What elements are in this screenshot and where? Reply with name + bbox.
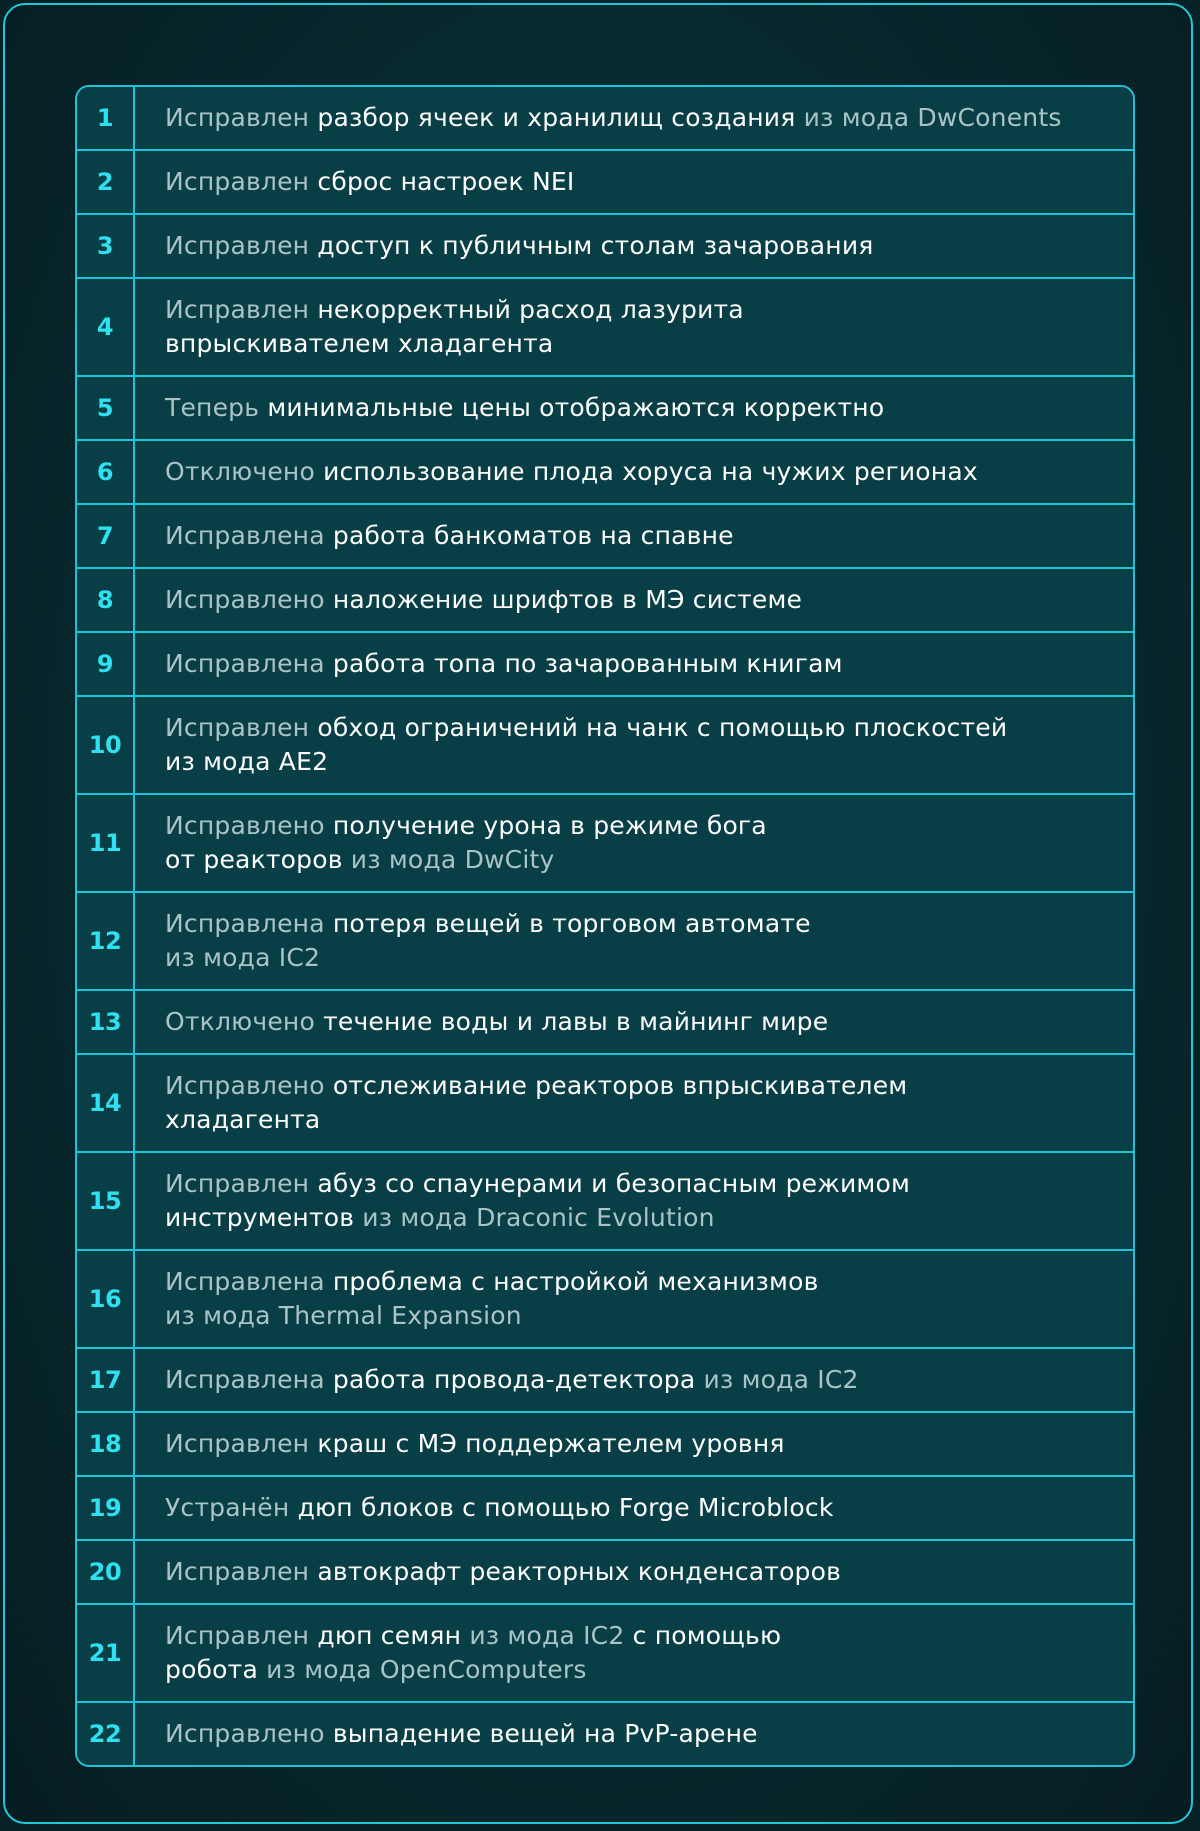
row-text <box>135 1605 1133 1701</box>
row-text <box>135 151 1133 213</box>
row-text-line <box>165 327 1109 361</box>
highlight-text-segment: работа провода-детектора <box>332 1365 696 1394</box>
changelog-row <box>77 1413 1133 1477</box>
muted-text-segment: Отключено <box>165 1007 324 1036</box>
highlight-text-segment: работа топа по зачарованным книгам <box>332 649 843 678</box>
muted-text-segment: Отключено <box>165 457 324 486</box>
row-text <box>135 1413 1133 1475</box>
muted-text-segment: из мода Thermal Expansion <box>165 1301 522 1330</box>
row-number: 20 <box>77 1541 135 1603</box>
row-text-line <box>165 1619 1109 1653</box>
row-text <box>135 1703 1133 1765</box>
muted-text-segment: Исправлена <box>165 521 333 550</box>
muted-text-segment: из мода OpenComputers <box>257 1655 587 1684</box>
muted-text-segment: Исправлена <box>165 909 333 938</box>
changelog-row <box>77 1153 1133 1251</box>
changelog-row <box>77 1541 1133 1605</box>
row-number: 10 <box>77 697 135 793</box>
changelog-row <box>77 569 1133 633</box>
row-text <box>135 1251 1133 1347</box>
highlight-text-segment: с помощью <box>632 1621 782 1650</box>
highlight-text-segment: абуз со спаунерами и безопасным режимом <box>317 1169 911 1198</box>
row-number: 6 <box>77 441 135 503</box>
highlight-text-segment: проблема с настройкой механизмов <box>332 1267 819 1296</box>
row-text-line <box>165 101 1109 135</box>
row-number: 12 <box>77 893 135 989</box>
row-text-line <box>165 647 1109 681</box>
row-text-line <box>165 165 1109 199</box>
highlight-text-segment: некорректный расход лазурита <box>317 295 744 324</box>
row-number: 7 <box>77 505 135 567</box>
row-text <box>135 991 1133 1053</box>
row-text <box>135 633 1133 695</box>
row-text <box>135 795 1133 891</box>
highlight-text-segment: доступ к публичным столам зачарования <box>317 231 874 260</box>
muted-text-segment: Исправлен <box>165 103 318 132</box>
muted-text-segment: Исправлено <box>165 1719 333 1748</box>
changelog-row <box>77 795 1133 893</box>
row-number: 22 <box>77 1703 135 1765</box>
row-text-line <box>165 1427 1109 1461</box>
highlight-text-segment: краш с МЭ поддержателем уровня <box>317 1429 785 1458</box>
page-frame <box>3 3 1193 1824</box>
muted-text-segment: Исправлено <box>165 811 333 840</box>
row-number: 15 <box>77 1153 135 1249</box>
highlight-text-segment: дюп блоков с помощью Forge Microblock <box>297 1493 834 1522</box>
highlight-text-segment: робота <box>165 1655 258 1684</box>
row-text-line <box>165 1005 1109 1039</box>
row-text <box>135 1477 1133 1539</box>
highlight-text-segment: минимальные цены отображаются корректно <box>267 393 885 422</box>
row-text-line <box>165 1555 1109 1589</box>
changelog-row <box>77 441 1133 505</box>
row-text-line <box>165 941 1109 975</box>
row-number: 4 <box>77 279 135 375</box>
highlight-text-segment: автокрафт реакторных конденсаторов <box>317 1557 842 1586</box>
highlight-text-segment: получение урона в режиме бога <box>332 811 767 840</box>
changelog-row <box>77 1055 1133 1153</box>
row-text-line <box>165 229 1109 263</box>
row-text-line <box>165 1491 1109 1525</box>
row-text-line <box>165 907 1109 941</box>
row-text <box>135 279 1133 375</box>
highlight-text-segment: хладагента <box>165 1105 321 1134</box>
highlight-text-segment: выпадение вещей на PvP-арене <box>332 1719 758 1748</box>
highlight-text-segment: от реакторов <box>165 845 343 874</box>
changelog-table <box>75 85 1135 1767</box>
row-number: 13 <box>77 991 135 1053</box>
row-text-line <box>165 391 1109 425</box>
changelog-row <box>77 1251 1133 1349</box>
row-text <box>135 697 1133 793</box>
row-text-line <box>165 1069 1109 1103</box>
row-number: 19 <box>77 1477 135 1539</box>
muted-text-segment: Исправлен <box>165 713 318 742</box>
highlight-text-segment: впрыскивателем хладагента <box>165 329 554 358</box>
row-text-line <box>165 455 1109 489</box>
muted-text-segment: Исправлен <box>165 1621 318 1650</box>
row-number: 21 <box>77 1605 135 1701</box>
changelog-row <box>77 697 1133 795</box>
row-text-line <box>165 1299 1109 1333</box>
row-number: 3 <box>77 215 135 277</box>
highlight-text-segment: отслеживание реакторов впрыскивателем <box>332 1071 908 1100</box>
row-text <box>135 1349 1133 1411</box>
row-text <box>135 87 1133 149</box>
muted-text-segment: Исправлено <box>165 585 333 614</box>
muted-text-segment: из мода Draconic Evolution <box>354 1203 715 1232</box>
row-text-line <box>165 1717 1109 1751</box>
row-number: 9 <box>77 633 135 695</box>
row-text-line <box>165 519 1109 553</box>
muted-text-segment: Исправлена <box>165 649 333 678</box>
changelog-row <box>77 215 1133 279</box>
muted-text-segment: Исправлен <box>165 295 318 324</box>
highlight-text-segment: работа банкоматов на спавне <box>332 521 734 550</box>
changelog-row <box>77 1477 1133 1541</box>
row-number: 16 <box>77 1251 135 1347</box>
highlight-text-segment: дюп семян <box>317 1621 462 1650</box>
row-number: 11 <box>77 795 135 891</box>
muted-text-segment: Исправлен <box>165 1429 318 1458</box>
highlight-text-segment: сброс настроек NEI <box>317 167 575 196</box>
muted-text-segment: из мода IC2 <box>695 1365 859 1394</box>
row-text-line <box>165 1363 1109 1397</box>
row-text <box>135 1153 1133 1249</box>
muted-text-segment: Исправлен <box>165 231 318 260</box>
row-text <box>135 1541 1133 1603</box>
highlight-text-segment: из мода AE2 <box>165 747 329 776</box>
changelog-row <box>77 633 1133 697</box>
row-number: 2 <box>77 151 135 213</box>
changelog-row <box>77 1703 1133 1765</box>
changelog-row <box>77 151 1133 215</box>
row-text-line <box>165 745 1109 779</box>
row-text <box>135 215 1133 277</box>
muted-text-segment: Исправлен <box>165 1169 318 1198</box>
row-text-line <box>165 583 1109 617</box>
row-number: 8 <box>77 569 135 631</box>
muted-text-segment: из мода DwCity <box>342 845 555 874</box>
highlight-text-segment: инструментов <box>165 1203 355 1232</box>
changelog-row <box>77 1605 1133 1703</box>
changelog-row <box>77 505 1133 569</box>
muted-text-segment: из мода DwConents <box>795 103 1062 132</box>
row-text <box>135 893 1133 989</box>
muted-text-segment: из мода IC2 <box>461 1621 633 1650</box>
row-number: 5 <box>77 377 135 439</box>
muted-text-segment: Исправлена <box>165 1365 333 1394</box>
row-text-line <box>165 1201 1109 1235</box>
changelog-row <box>77 279 1133 377</box>
muted-text-segment: Исправлена <box>165 1267 333 1296</box>
row-text-line <box>165 711 1109 745</box>
row-number: 18 <box>77 1413 135 1475</box>
changelog-row <box>77 1349 1133 1413</box>
row-text <box>135 569 1133 631</box>
muted-text-segment: Теперь <box>165 393 268 422</box>
row-text <box>135 377 1133 439</box>
row-number: 14 <box>77 1055 135 1151</box>
highlight-text-segment: обход ограничений на чанк с помощью плоскостей <box>317 713 1008 742</box>
highlight-text-segment: разбор ячеек и хранилищ создания <box>317 103 796 132</box>
row-text-line <box>165 809 1109 843</box>
row-text-line <box>165 293 1109 327</box>
row-text <box>135 441 1133 503</box>
row-text-line <box>165 843 1109 877</box>
row-text-line <box>165 1265 1109 1299</box>
highlight-text-segment: потеря вещей в торговом автомате <box>332 909 811 938</box>
muted-text-segment: Устранён <box>165 1493 298 1522</box>
changelog-row <box>77 991 1133 1055</box>
highlight-text-segment: течение воды и лавы в майнинг мире <box>323 1007 829 1036</box>
highlight-text-segment: использование плода хоруса на чужих регионах <box>323 457 978 486</box>
changelog-row <box>77 893 1133 991</box>
row-text-line <box>165 1103 1109 1137</box>
row-text <box>135 1055 1133 1151</box>
muted-text-segment: из мода IC2 <box>165 943 321 972</box>
row-text-line <box>165 1167 1109 1201</box>
muted-text-segment: Исправлено <box>165 1071 333 1100</box>
muted-text-segment: Исправлен <box>165 1557 318 1586</box>
changelog-row <box>77 377 1133 441</box>
muted-text-segment: Исправлен <box>165 167 318 196</box>
changelog-row <box>77 87 1133 151</box>
row-text-line <box>165 1653 1109 1687</box>
row-text <box>135 505 1133 567</box>
row-number: 17 <box>77 1349 135 1411</box>
highlight-text-segment: наложение шрифтов в МЭ системе <box>332 585 803 614</box>
row-number: 1 <box>77 87 135 149</box>
